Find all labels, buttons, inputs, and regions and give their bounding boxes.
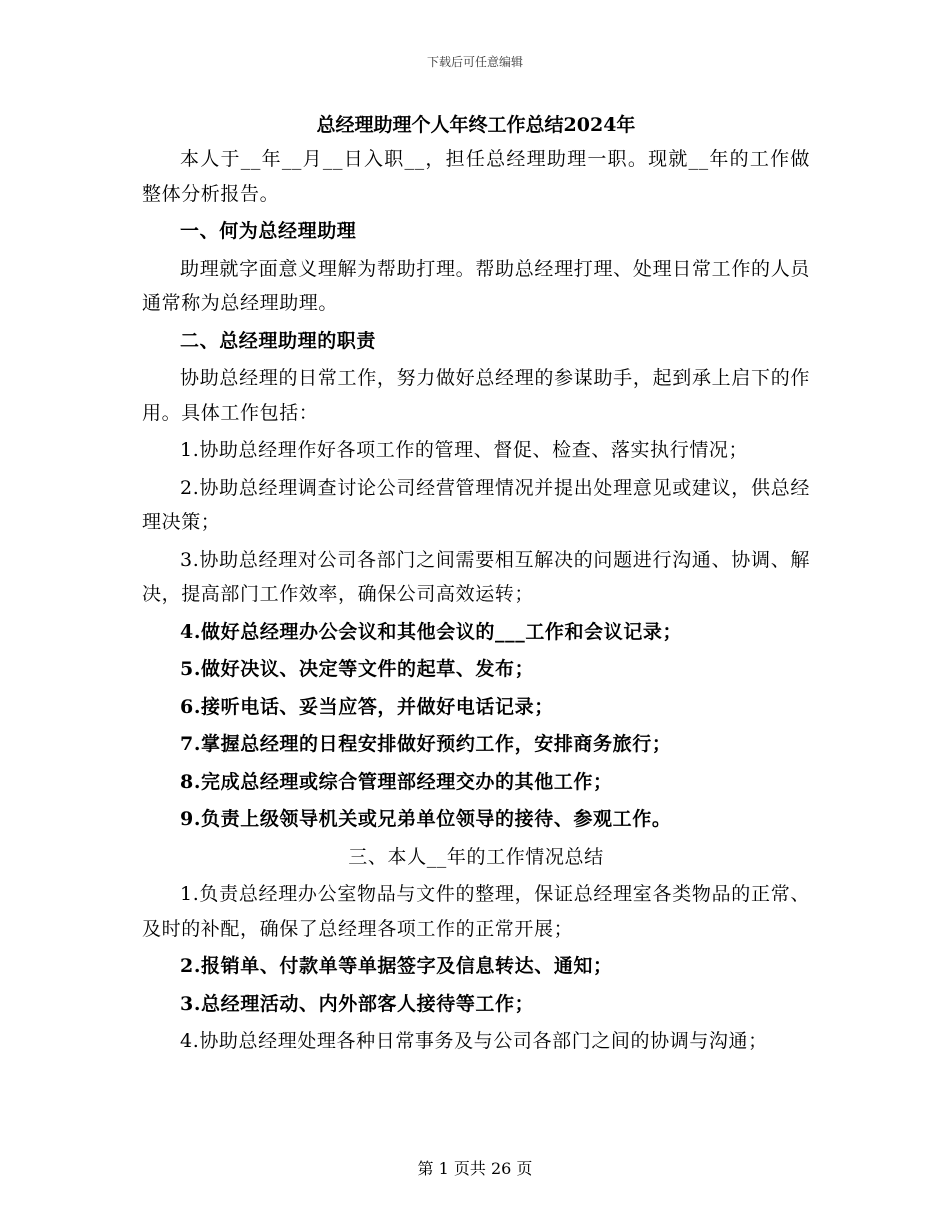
list-item: 4.协助总经理处理各种日常事务及与公司各部门之间的协调与沟通； [180, 1030, 768, 1052]
list-item: 2.协助总经理调查讨论公司经营管理情况并提出处理意见或建议，供总经理决策； [142, 476, 810, 533]
list-item: 3.总经理活动、内外部客人接待等工作； [180, 992, 535, 1015]
list-item: 6.接听电话、妥当应答，并做好电话记录； [180, 695, 554, 718]
list-item: 2.报销单、付款单等单据签字及信息转达、通知； [180, 955, 613, 977]
document-title: 总经理助理个人年终工作总结2024年 [316, 114, 636, 136]
list-item: 3.协助总经理对公司各部门之间需要相互解决的问题进行沟通、协调、解决，提高部门工作效率，确保公司高效运转； [142, 548, 810, 605]
paragraph: 助理就字面意义理解为帮助打理。帮助总经理打理、处理日常工作的人员通常称为总经理助理。 [142, 257, 810, 314]
list-item: 8.完成总经理或综合管理部经理交办的其他工作； [180, 770, 613, 793]
section-heading: 一、何为总经理助理 [180, 220, 357, 242]
list-item: 1.负责总经理办公室物品与文件的整理，保证总经理室各类物品的正常、及时的补配，确保了总经理各项工作的正常开展； [142, 883, 810, 940]
section-heading: 二、总经理助理的职责 [180, 329, 377, 352]
page-header: 下载后可任意编辑 [426, 55, 523, 69]
paragraph: 协助总经理的日常工作，努力做好总经理的参谋助手，起到承上启下的作用。具体工作包括： [142, 367, 810, 424]
list-item: 4.做好总经理办公会议和其他会议的___工作和会议记录； [180, 620, 683, 643]
document-body [142, 112, 810, 1062]
section-heading: 三、本人__年的工作情况总结 [348, 845, 604, 868]
list-item: 1.协助总经理作好各项工作的管理、督促、检查、落实执行情况； [180, 439, 749, 461]
page-footer: 第 1 页共 26 页 [417, 1159, 533, 1178]
list-item: 7.掌握总经理的日程安排做好预约工作，安排商务旅行； [180, 733, 672, 755]
paragraph: 本人于__年__月__日入职__，担任总经理助理一职。现就__年的工作做整体分析报告。 [142, 148, 810, 205]
list-item: 9.负责上级领导机关或兄弟单位领导的接待、参观工作。 [180, 808, 672, 830]
list-item: 5.做好决议、决定等文件的起草、发布； [180, 658, 535, 680]
